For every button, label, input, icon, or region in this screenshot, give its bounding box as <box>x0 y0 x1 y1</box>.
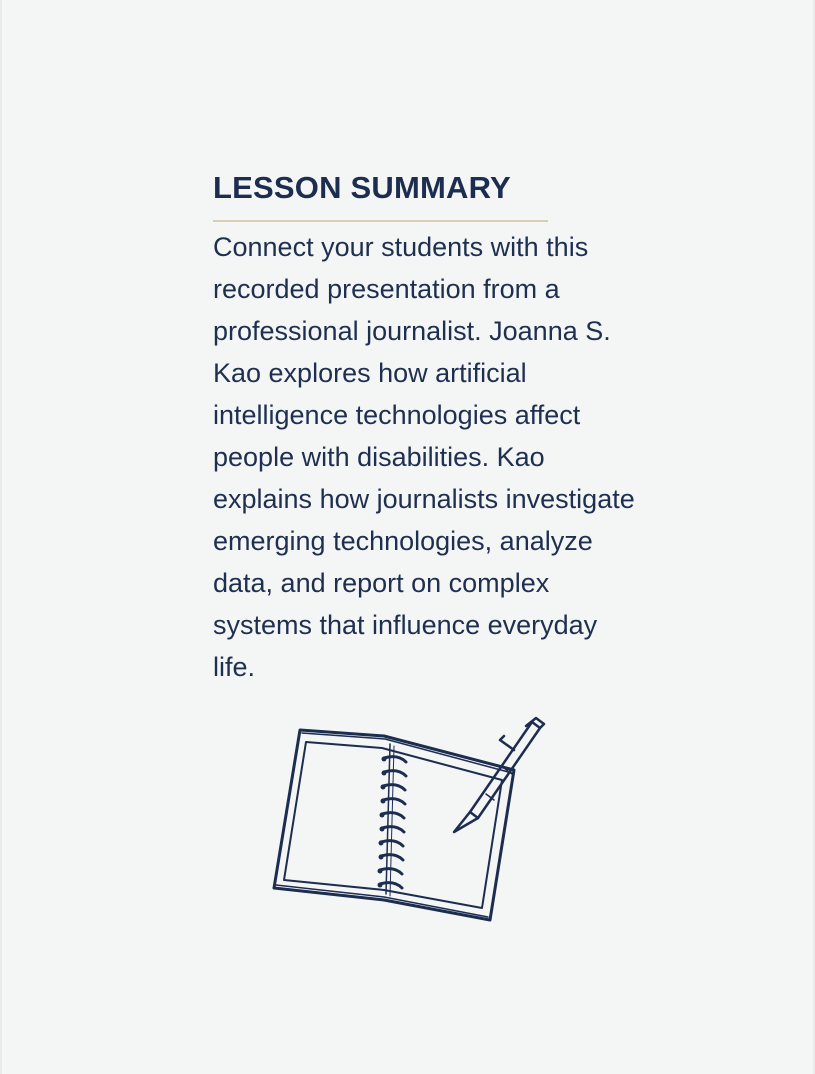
lesson-summary-heading: LESSON SUMMARY <box>213 170 511 205</box>
heading-divider <box>213 220 548 222</box>
lesson-summary <box>213 168 653 688</box>
lesson-summary-text: Connect your students with this recorded presentation from a professional journalist. Joanna S. Kao explores how artificial intelligence technologies affect people with disabilities. Kao explains how journalists investigate emerging technologies, analyze data, and report on complex systems that influence everyday life. <box>213 232 635 682</box>
notebook-pen-icon <box>264 710 564 930</box>
